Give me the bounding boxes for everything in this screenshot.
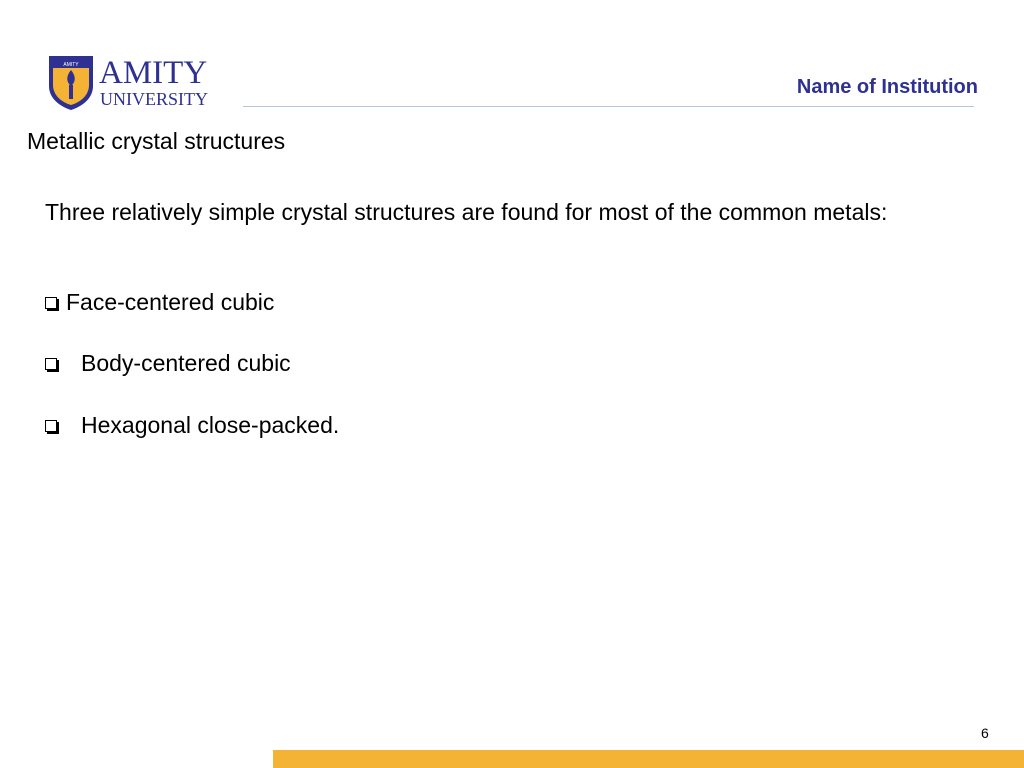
checkbox-square-icon <box>45 297 57 309</box>
amity-university-logo <box>47 52 227 112</box>
shield-emblem-icon <box>49 56 93 110</box>
bullet-item <box>45 411 339 439</box>
bullet-label: Face-centered cubic <box>66 289 275 315</box>
page-number: 6 <box>981 725 989 741</box>
header-divider <box>243 106 974 107</box>
bullet-label: Hexagonal close-packed. <box>81 412 340 438</box>
bullet-item <box>45 288 274 316</box>
slide-title: Metallic crystal structures <box>27 128 286 154</box>
svg-text:UNIVERSITY: UNIVERSITY <box>100 89 208 109</box>
intro-paragraph: Three relatively simple crystal structures are found for most of the common metals: <box>45 199 888 225</box>
checkbox-square-icon <box>45 420 57 432</box>
svg-text:AMITY: AMITY <box>99 55 208 91</box>
institution-name: Name of Institution <box>796 76 978 98</box>
bullet-item <box>45 349 291 377</box>
footer-accent-bar <box>273 750 1024 768</box>
checkbox-square-icon <box>45 358 57 370</box>
svg-text:AMITY: AMITY <box>63 62 79 68</box>
bullet-label: Body-centered cubic <box>81 350 291 376</box>
